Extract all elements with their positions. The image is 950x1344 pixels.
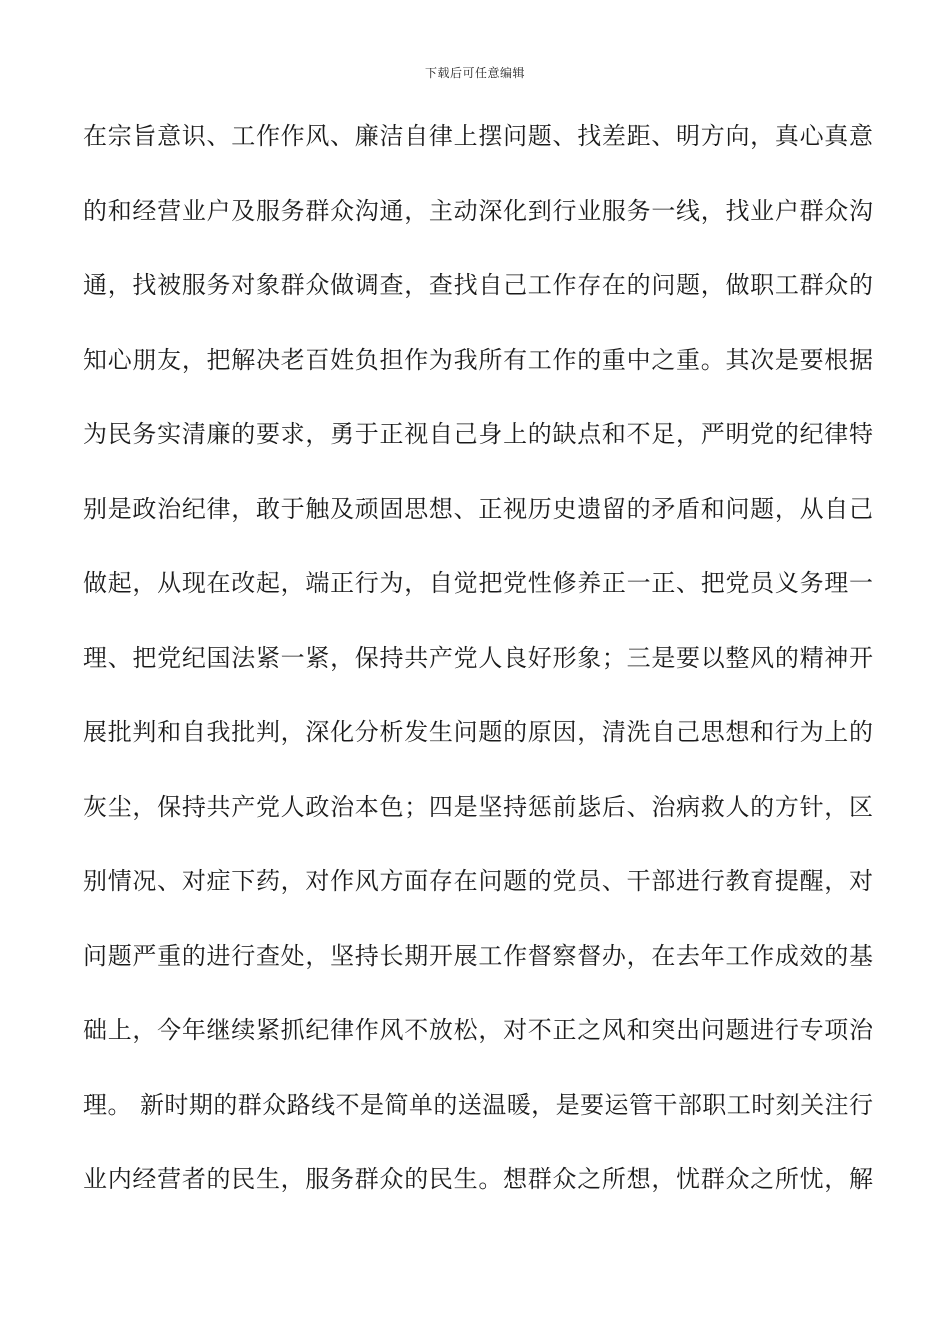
text-line: 通，找被服务对象群众做调查，查找自己工作存在的问题，做职工群众的 xyxy=(83,271,873,299)
text-line: 为民务实清廉的要求，勇于正视自己身上的缺点和不足，严明党的纪律特 xyxy=(83,420,873,448)
text-line: 别情况、对症下药，对作风方面存在问题的党员、干部进行教育提醒，对 xyxy=(83,867,873,895)
text-line: 问题严重的进行查处，坚持长期开展工作督察督办，在去年工作成效的基 xyxy=(83,941,873,970)
text-line: 理、把党纪国法紧一紧，保持共产党人良好形象；三是要以整风的精神开 xyxy=(83,643,873,672)
text-line: 知心朋友，把解决老百姓负担作为我所有工作的重中之重。其次是要根据 xyxy=(83,345,873,374)
text-line: 的和经营业户及服务群众沟通，主动深化到行业服务一线，找业户群众沟 xyxy=(83,196,873,225)
header-note: 下载后可任意编辑 xyxy=(424,66,525,80)
body-paragraph xyxy=(83,110,873,1228)
text-line: 础上，今年继续紧抓纪律作风不放松，对不正之风和突出问题进行专项治 xyxy=(83,1016,873,1044)
text-line: 展批判和自我批判，深化分析发生问题的原因，清洗自己思想和行为上的 xyxy=(83,718,873,746)
text-line: 理。 新时期的群众路线不是简单的送温暖，是要运管干部职工时刻关注行 xyxy=(83,1090,873,1119)
text-line: 在宗旨意识、工作作风、廉洁自律上摆问题、找差距、明方向，真心真意 xyxy=(83,122,873,150)
text-line: 业内经营者的民生，服务群众的民生。想群众之所想，忧群众之所忧，解 xyxy=(83,1165,873,1193)
text-line: 别是政治纪律，敢于触及顽固思想、正视历史遗留的矛盾和问题，从自己 xyxy=(83,494,873,523)
text-line: 做起，从现在改起，端正行为，自觉把党性修养正一正、把党员义务理一 xyxy=(83,569,873,597)
text-line: 灰尘，保持共产党人政治本色；四是坚持惩前毖后、治病救人的方针，区 xyxy=(83,792,873,821)
